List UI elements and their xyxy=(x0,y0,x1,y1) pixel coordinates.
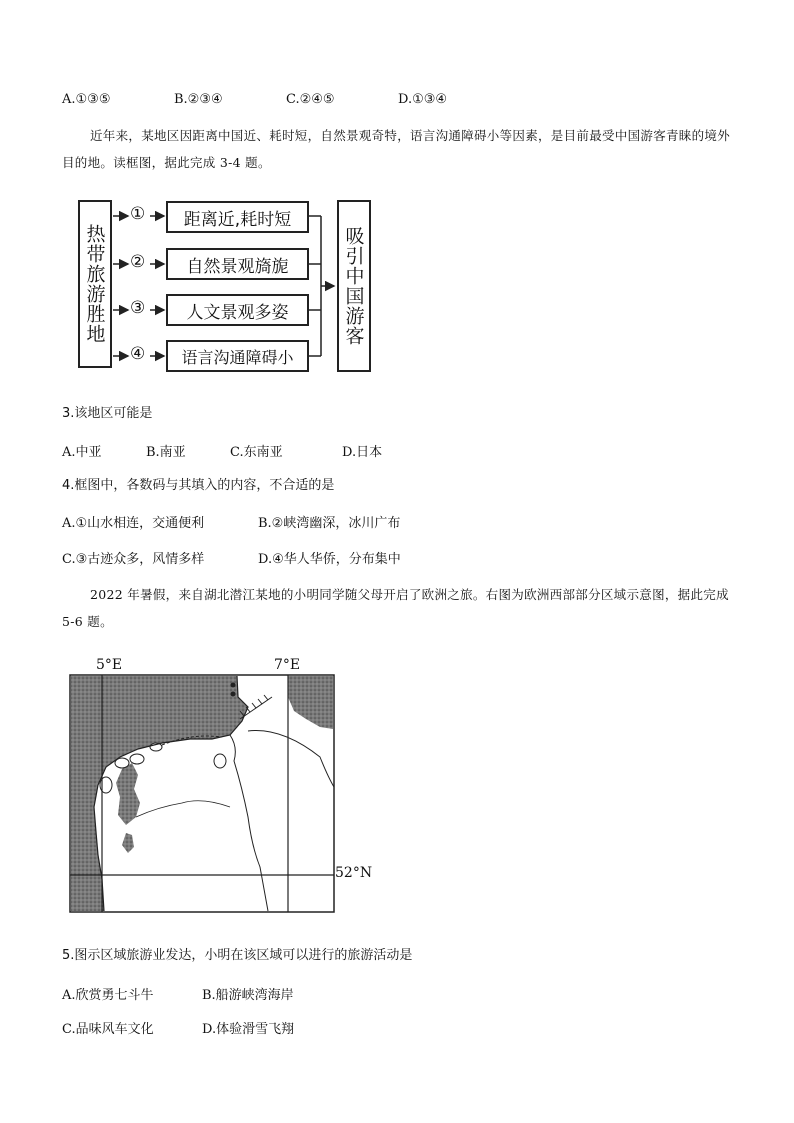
diagram-right-label: 吸引中国游客 xyxy=(342,226,365,346)
q4-option-b: B.②峡湾幽深，冰川广布 xyxy=(258,516,401,531)
q4-option-c: C.③古迹众多，风情多样 xyxy=(62,552,205,567)
diagram-left-label: 热带旅游胜地 xyxy=(83,224,106,344)
diagram-number-1: ① xyxy=(130,204,146,224)
flow-diagram xyxy=(78,192,374,375)
diagram-item-box-2 xyxy=(166,248,309,280)
diagram-item-box-1 xyxy=(166,201,309,233)
q2-option-d: D.①③④ xyxy=(398,92,448,107)
q4-stem: 4.框图中，各数码与其填入的内容，不合适的是 xyxy=(62,478,335,493)
europe-map xyxy=(62,657,372,915)
q3-option-b: B.南亚 xyxy=(146,445,186,460)
passage-tourism-intro: 近年来，某地区因距离中国近、耗时短，自然景观奇特，语言沟通障碍小等因素，是目前最受中国游客青睐的境外目的地。读框图，据此完成 3-4 题。 xyxy=(62,128,731,170)
q2-option-c: C.②④⑤ xyxy=(286,92,335,107)
q5-option-d: D.体验滑雪飞翔 xyxy=(202,1022,295,1037)
diagram-right-box xyxy=(337,200,371,372)
q3-stem: 3.该地区可能是 xyxy=(62,406,153,421)
diagram-number-2: ② xyxy=(130,252,146,272)
q2-option-b: B.②③④ xyxy=(174,92,223,107)
q5-stem: 5.图示区域旅游业发达，小明在该区域可以进行的旅游活动是 xyxy=(62,948,413,963)
map-graphic xyxy=(62,657,372,915)
diagram-item-4: 语言沟通障碍小 xyxy=(181,347,294,367)
diagram-item-1: 距离近,耗时短 xyxy=(183,209,292,230)
diagram-number-3: ③ xyxy=(130,298,146,318)
q4-option-a: A.①山水相连，交通便利 xyxy=(62,516,205,531)
q3-option-d: D.日本 xyxy=(342,445,383,460)
diagram-item-box-4 xyxy=(166,340,309,372)
q3-option-c: C.东南亚 xyxy=(230,445,283,460)
passage-europe-trip: 2022 年暑假，来自湖北潜江某地的小明同学随父母开启了欧洲之旅。右图为欧洲西部部分区域示意图，据此完成 5-6 题。 xyxy=(62,587,729,629)
q2-option-a: A.①③⑤ xyxy=(62,92,111,107)
q5-option-c: C.品味风车文化 xyxy=(62,1022,154,1037)
diagram-number-4: ④ xyxy=(130,344,146,364)
q5-option-b: B.船游峡湾海岸 xyxy=(202,988,294,1003)
diagram-item-2: 自然景观旖旎 xyxy=(186,256,289,277)
map-lon-7e-label: 7°E xyxy=(274,657,301,673)
q5-option-a: A.欣赏勇七斗牛 xyxy=(62,988,154,1003)
q4-option-d: D.④华人华侨，分布集中 xyxy=(258,552,401,567)
q3-option-a: A.中亚 xyxy=(62,445,102,460)
diagram-item-box-3 xyxy=(166,294,309,326)
map-lat-52n-label: 52°N xyxy=(335,865,373,881)
map-lon-5e-label: 5°E xyxy=(96,657,123,673)
diagram-item-3: 人文景观多姿 xyxy=(186,302,289,323)
